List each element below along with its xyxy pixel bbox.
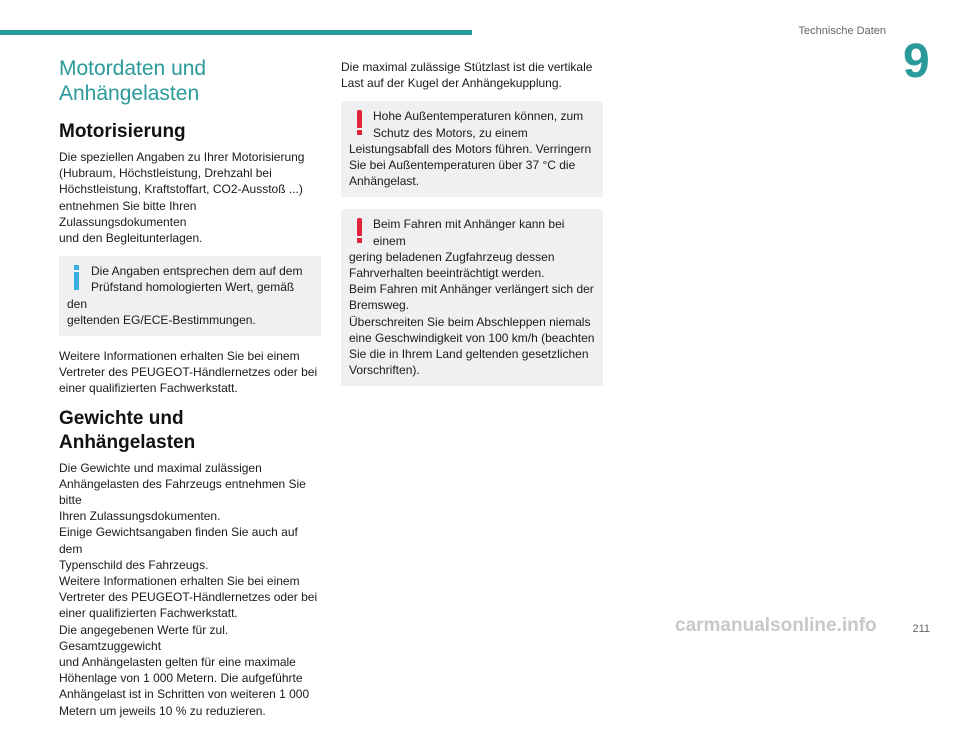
warning-note-trailer [341,209,603,386]
heading-motorisierung: Motorisierung [59,121,186,142]
left-column [59,56,321,729]
right-column [341,59,603,398]
paragraph-more-info: Weitere Informationen erhalten Sie bei einem Vertreter des PEUGEOT-Händlernetzes oder bei einer qualifizierten Fachwerkstatt. [59,349,318,396]
section-title: Motordaten und Anhängelasten [59,57,207,105]
header-title: Technische Daten [798,25,886,37]
info-note-text: Die Angaben entsprechen dem auf dem Prüfstand homologierten Wert, gemäß den geltenden EG/ECE-Bestimmungen. [67,264,303,327]
chapter-number: 9 [903,35,930,88]
paragraph-stuetzlast: Die maximal zulässige Stützlast ist die vertikale Last auf der Kugel der Anhängekupplung. [341,60,593,91]
header-accent-bar [0,30,472,35]
info-note [59,256,321,336]
heading-gewichte: Gewichte und Anhängelasten [59,407,196,453]
paragraph-gewichte: Die Gewichte und maximal zulässigen Anhängelasten des Fahrzeugs entnehmen Sie bitte Ihren Zulassungsdokumenten. Einige Gewichtsangaben finden Sie auch auf dem Typenschild des Fahrzeugs. Weitere Informationen erhalten Sie bei einem Vertreter des PEUGEOT-Händlernetzes oder bei einer qualifizierten Fachwerkstatt. Die angegebenen Werte für zul. Gesamtzuggewicht und Anhängelasten gelten für eine maximale Höhenlage von 1 000 Metern. Die aufgeführte Anhängelast ist in Schritten von weiteren 1 000 Metern um jeweils 10 % zu reduzieren. [59,460,318,718]
page-number: 211 [912,623,930,635]
warning-note-trailer-text: Beim Fahren mit Anhänger kann bei einem gering beladenen Zugfahrzeug dessen Fahrverhalten beeinträchtigt werden. Beim Fahren mit Anhänger verlängert sich der Bremsweg. Überschreiten Sie beim Abschleppen niemals eine Geschwindigkeit von 100 km/h (beachten Sie die in Ihrem Land geltenden gesetzlichen Vorschriften). [349,217,595,378]
info-icon [71,263,85,291]
warning-icon [353,216,367,244]
warning-note-temperature [341,101,603,197]
warning-note-temperature-text: Hohe Außentemperaturen können, zum Schutz des Motors, zu einem Leistungsabfall des Motors führen. Verringern Sie bei Außentemperaturen über 37 °C die Anhängelast. [349,109,592,189]
warning-icon [353,108,367,136]
watermark: carmanualsonline.info [675,615,877,636]
paragraph-motorisierung: Die speziellen Angaben zu Ihrer Motorisierung (Hubraum, Höchstleistung, Drehzahl bei Höchstleistung, Kraftstoffart, CO2-Ausstoß ...) entnehmen Sie bitte Ihren Zulassungsdokumenten und den Begleitunterlagen. [59,150,305,246]
